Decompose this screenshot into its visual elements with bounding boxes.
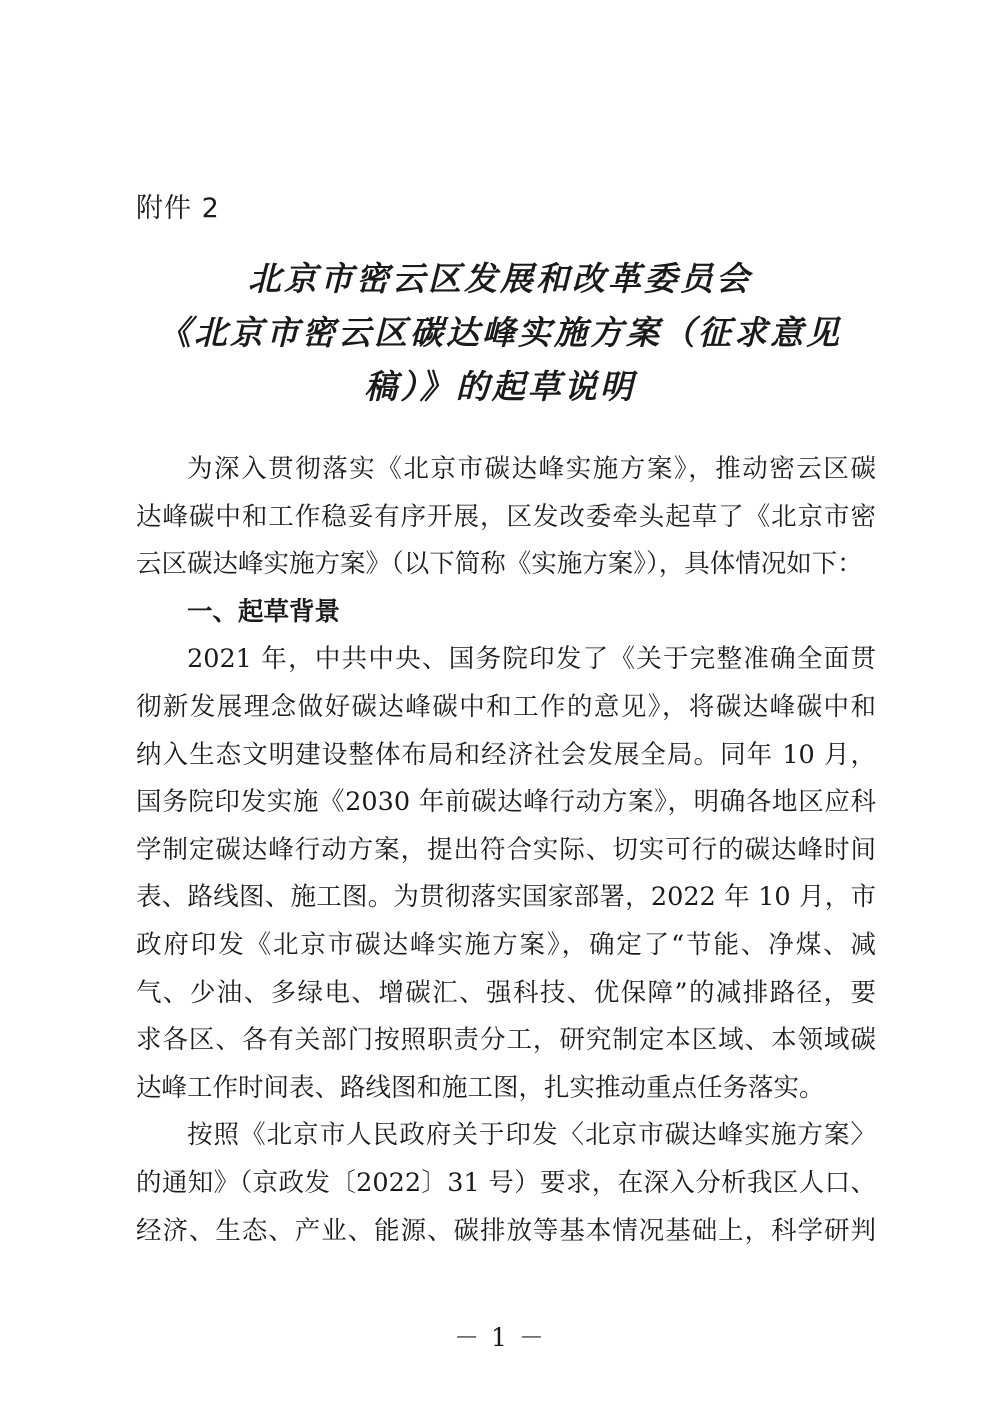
title-line: 《北京市密云区碳达峰实施方案（征求意见 [158,313,842,352]
paragraph-line: 为深入贯彻落实《北京市碳达峰实施方案》，推动密云区碳 [187,454,876,484]
section-heading: 一、起草背景 [187,596,341,627]
paragraph-line: 经济、生态、产业、能源、碳排放等基本情况基础上，科学研判 [136,1215,876,1246]
paragraph-line: 云区碳达峰实施方案》（以下简称《实施方案》），具体情况如下： [136,549,863,580]
paragraph-line: 国务院印发实施《2030 年前碳达峰行动方案》，明确各地区应科 [136,787,876,818]
paragraph-line: 学制定碳达峰行动方案，提出符合实际、切实可行的碳达峰时间 [136,834,876,865]
paragraph-line: 按照《北京市人民政府关于印发〈北京市碳达峰实施方案〉 [187,1120,876,1151]
paragraph-line: 求各区、各有关部门按照职责分工，研究制定本区域、本领域碳 [136,1025,876,1056]
attachment-label: 附件 2 [136,193,220,224]
paragraph-line: 达峰碳中和工作稳妥有序开展，区发改委牵头起草了《北京市密 [136,501,876,532]
paragraph-line: 达峰工作时间表、路线图和施工图，扎实推动重点任务落实。 [136,1072,825,1103]
document-body [136,446,876,1255]
title-line: 稿）》的起草说明 [364,367,636,406]
title-line: 北京市密云区发展和改革委员会 [248,259,752,298]
paragraph-line: 气、少油、多绿电、增碳汇、强科技、优保障”的减排路径，要 [136,977,876,1008]
paragraph-line: 彻新发展理念做好碳达峰碳中和工作的意见》，将碳达峰碳中和 [136,691,876,722]
paragraph-line: 表、路线图、施工图。为贯彻落实国家部署，2022 年 10 月，市 [136,882,876,913]
paragraph-line: 的通知》（京政发〔2022〕31 号）要求，在深入分析我区人口、 [136,1167,876,1198]
paragraph-line: 纳入生态文明建设整体布局和经济社会发展全局。同年 10 月， [136,739,876,770]
page-number: － 1 － [454,1323,546,1352]
paragraph-line: 政府印发《北京市碳达峰实施方案》，确定了“节能、净煤、减 [136,929,876,960]
paragraph-line: 2021 年，中共中央、国务院印发了《关于完整准确全面贯 [187,644,876,675]
document-title [130,252,870,414]
